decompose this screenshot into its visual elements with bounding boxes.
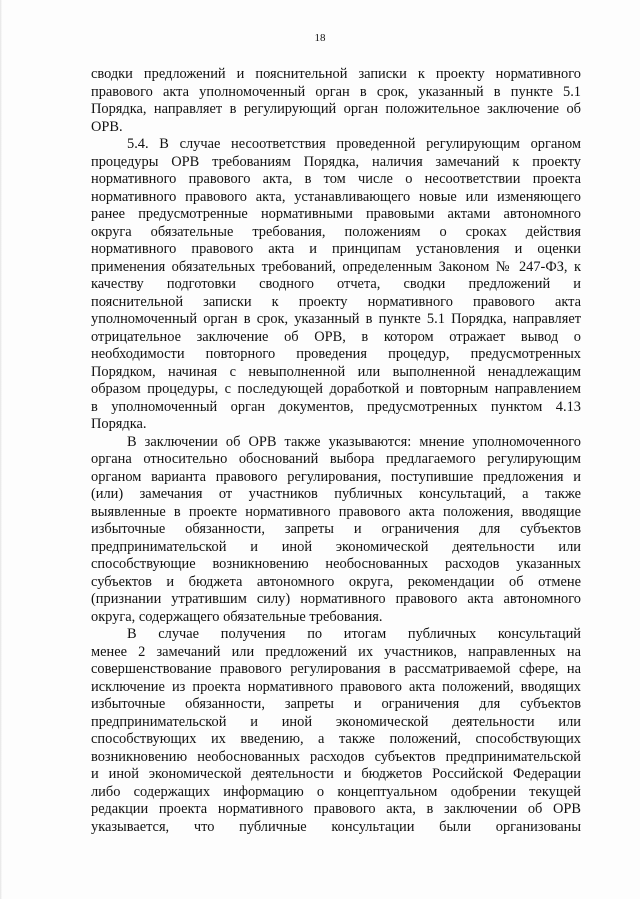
text-line: менее 2 замечаний или предложений их участников, направленных на	[91, 643, 581, 660]
scan-edge-shadow	[0, 0, 2, 899]
text-line: округа обязательные требования, положениям о сроках действия	[91, 223, 581, 240]
text-line: способствующие возникновению необоснованных расходов указанных	[91, 556, 581, 572]
text-line: правового акта уполномоченный орган в срок, указанный в пункте 5.1	[91, 83, 581, 100]
text-line: органом варианта правового регулирования, поступившие предложения и	[91, 468, 581, 485]
text-line: нормативного правового акта, устанавливающего новые или изменяющего	[91, 188, 581, 205]
text-line: сводки предложений и пояснительной записки к проекту нормативного	[91, 66, 581, 82]
text-line: процедуры ОРВ требованиям Порядка, наличия замечаний к проекту	[91, 153, 581, 170]
text-line: (признании утратившим силу) нормативного правового акта автономного	[91, 591, 581, 607]
text-line: ОРВ.	[91, 118, 123, 135]
text-line: в уполномоченный орган документов, предусмотренных пунктом 4.13	[91, 398, 581, 415]
text-line: выявленные в проекте нормативного правового акта положения, вводящие	[91, 503, 581, 520]
text-line: указывается, что публичные консультации были организованы	[91, 818, 581, 835]
text-line: необходимости повторного проведения процедур, предусмотренных	[91, 346, 581, 362]
text-line: ранее предусмотренные нормативными правовыми актами автономного	[91, 206, 581, 222]
text-line: В случае получения по итогам публичных консультаций	[127, 626, 581, 642]
text-line: отрицательное заключение об ОРВ, в котором отражает вывод о	[91, 328, 581, 345]
text-line: возникновению необоснованных расходов субъектов предпринимательской	[91, 748, 581, 765]
text-line: органа относительно обоснований выбора предлагаемого регулирующим	[91, 451, 581, 467]
text-line: субъектов и бюджета автономного округа, рекомендации об отмене	[91, 573, 581, 590]
text-line: и иной экономической деятельности и бюджетов Российской Федерации	[91, 766, 581, 782]
text-line: избыточные обязанности, запреты и ограничения для субъектов	[91, 696, 581, 712]
page-number: 18	[314, 32, 326, 44]
text-line: предпринимательской и иной экономической деятельности или	[91, 538, 581, 555]
text-line: пояснительной записки к проекту нормативного правового акта	[91, 293, 581, 310]
text-line: совершенствование правового регулирования в рассматриваемой сфере, на	[91, 661, 581, 677]
text-line: Порядком, начиная с невыполненной или выполненной ненадлежащим	[91, 363, 581, 380]
text-line: нормативного правового акта, в том числе о несоответствии проекта	[91, 171, 581, 187]
text-line: В заключении об ОРВ также указываются: мнение уполномоченного	[127, 433, 581, 450]
text-line: нормативного правового акта и принципам установления и оценки	[91, 241, 581, 257]
text-line: либо содержащих информацию о концептуальном одобрении текущей	[91, 783, 581, 800]
text-line: округа, содержащего обязательные требования.	[91, 608, 383, 625]
text-line: способствующих их введению, а также положений, способствующих	[91, 731, 581, 747]
text-line: (или) замечания от участников публичных консультаций, а также	[91, 486, 581, 502]
text-line: редакции проекта нормативного правового акта, в заключении об ОРВ	[91, 801, 581, 817]
text-line: Порядка.	[91, 416, 147, 432]
text-line: избыточные обязанности, запреты и ограничения для субъектов	[91, 521, 581, 537]
text-line: предпринимательской и иной экономической деятельности или	[91, 713, 581, 730]
text-line: качеству подготовки сводного отчета, сводки предложений и	[91, 276, 581, 292]
body-text	[91, 66, 581, 836]
text-line: образом процедуры, с последующей доработкой и повторным направлением	[91, 381, 581, 397]
text-line: применения обязательных требований, определенным Законом № 247-ФЗ, к	[91, 258, 581, 275]
text-line: 5.4. В случае несоответствия проведенной регулирующим органом	[127, 136, 581, 152]
text-line: уполномоченный орган в срок, указанный в пункте 5.1 Порядка, направляет	[91, 311, 581, 327]
text-line: исключение из проекта нормативного правового акта положений, вводящих	[91, 678, 581, 695]
text-line: Порядка, направляет в регулирующий орган положительное заключение об	[91, 101, 581, 117]
